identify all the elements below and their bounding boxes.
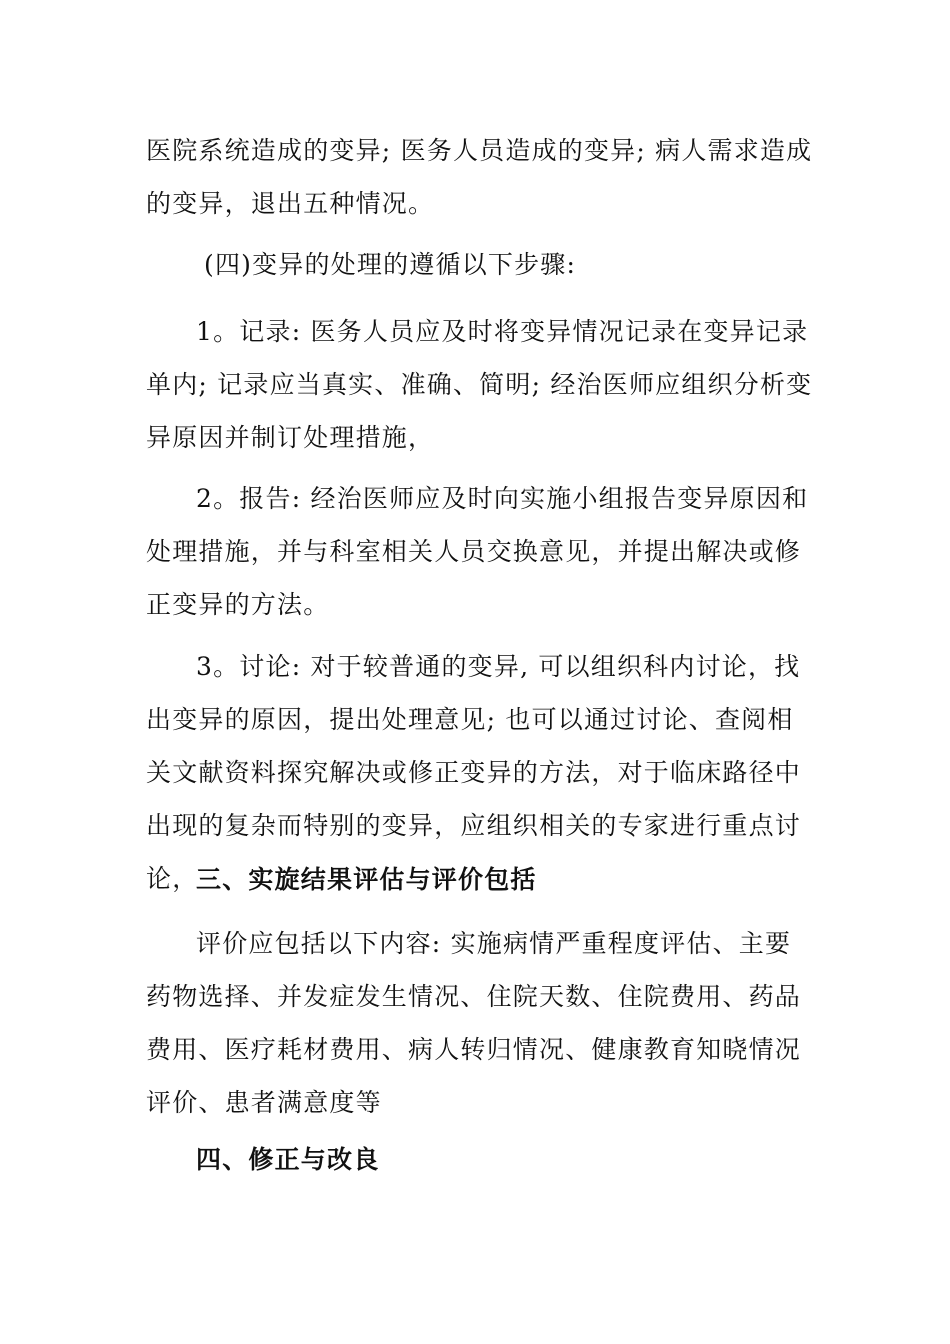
paragraph-variation-handling-steps: (四)变异的处理的遵循以下步骤: (204, 250, 577, 279)
section-heading-revision: 四、修正与改良 (196, 1145, 380, 1174)
paragraph-step-report: 2。报告: 经治医师应及时向实施小组报告变异原因和处理措施，并与科室相关人员交换意见，并提出解决或修正变异的方法。 (146, 484, 809, 619)
paragraph-variation-types: 医院系统造成的变异; 医务人员造成的变异; 病人需求造成的变异，退出五种情况。 (146, 136, 813, 218)
section-heading-evaluation: 三、实旋结果评估与评价包括 (196, 865, 537, 894)
paragraph-step-record: 1。记录: 医务人员应及时将变异情况记录在变异记录单内; 记录应当真实、准确、简明; 经治医师应组织分析变异原因并制订处理措施， (146, 317, 813, 452)
paragraph-step-discuss: 3。讨论: 对于较普通的变异, 可以组织科内讨论，找出变异的原因，提出处理意见; 也可以通过讨论、查阅相关文献资料探究解决或修正变异的方法，对于临床路径中出现的复杂而特别的变异，应组织相关的专家进行重点讨论， (146, 652, 802, 893)
paragraph-evaluation-contents: 评价应包括以下内容: 实施病情严重程度评估、主要药物选择、并发症发生情况、住院天数、住院费用、药品费用、医疗耗材费用、病人转归情况、健康教育知晓情况评价、患者满意度等 (146, 929, 802, 1117)
